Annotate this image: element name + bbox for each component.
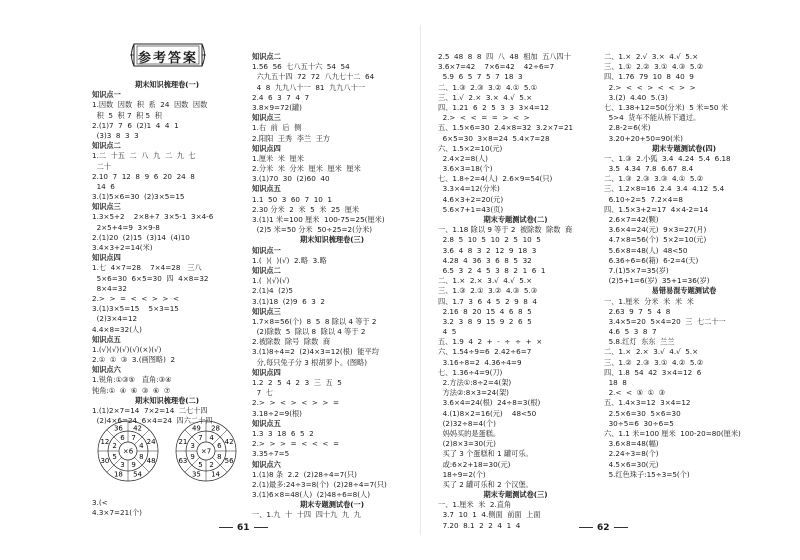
wheel-inner-number: 3 bbox=[190, 441, 195, 450]
section-heading: 期末专题测试卷(二) bbox=[483, 215, 548, 224]
answer-line: 3.6×4=24(根) 24÷8=3(根) bbox=[438, 398, 541, 408]
answer-line: 积 5 积 7 积 5 积 bbox=[92, 110, 162, 120]
wheel-outer-number: 18 bbox=[113, 470, 123, 479]
answer-key-title-banner bbox=[128, 40, 208, 70]
knowledge-point-heading: 知识点三 bbox=[252, 113, 281, 123]
answer-line: 5.红色珠子:15÷3=5(个) bbox=[604, 469, 690, 479]
answer-line: 七、1.36÷4=9(刀) bbox=[438, 367, 503, 377]
multiplication-wheels bbox=[92, 417, 242, 485]
answer-line: 3.(< bbox=[92, 497, 108, 507]
answer-line: 6.36÷6=6(箱) 6-2=4(天) bbox=[604, 255, 699, 265]
section-heading: 期末专题测试卷(三) bbox=[483, 490, 548, 500]
answer-line: 1.1 50 3 60 7 10 1 bbox=[252, 194, 333, 204]
section-heading: 期末专题测试卷(四) bbox=[651, 143, 717, 153]
answer-line: 2.8-2=6(米) bbox=[604, 123, 651, 133]
section-heading: 期末知识梳理卷(二) bbox=[134, 395, 200, 405]
answer-line: 3.(1)6×8=48(人) (2)48÷6=8(人) bbox=[252, 490, 371, 500]
wheel-inner-number: 2 bbox=[112, 441, 117, 450]
wheel-outer-number: 63 bbox=[178, 457, 188, 466]
answer-line: 1.56 56 七八五十六 54 54 bbox=[252, 62, 350, 72]
answer-line: 六、1.5×2=10(元) bbox=[438, 143, 503, 153]
knowledge-point-heading: 知识点三 bbox=[252, 306, 281, 316]
answer-line: 2.被除数 除号 除数 商 bbox=[252, 337, 331, 347]
answer-line: 2.> < < = = > < > bbox=[438, 113, 530, 123]
answer-line: 2.分米 米 分米 厘米 厘米 厘米 bbox=[252, 164, 361, 174]
answer-line: (3)3 8 3 3 bbox=[92, 130, 139, 140]
wheel-inner-number: 2 bbox=[209, 460, 214, 469]
answer-line: 2.① ① ③ 3.(画图略) 2 bbox=[92, 355, 176, 365]
answer-line: 一、1.③ 2.小狐 3.4 4.24 5.4 6.18 bbox=[604, 153, 731, 163]
answer-line: 四、1.76 79 10 8 40 9 bbox=[604, 72, 694, 82]
answer-line: 三、1.2×8=16 2.4 3.4 4.12 5.4 bbox=[604, 184, 725, 194]
wheel-outer-number: 49 bbox=[191, 424, 201, 433]
wheel-inner-number: 5 bbox=[198, 460, 203, 469]
section-heading: 期末知识梳理卷(一) bbox=[134, 80, 200, 89]
answer-line: 五、1.4×3=12 3×4=12 bbox=[604, 398, 691, 408]
wheel-outer-number: 14 bbox=[211, 470, 221, 479]
wheel-inner-number: 8 bbox=[217, 453, 222, 462]
answer-line: 18÷9=2(个) bbox=[438, 469, 486, 479]
page-number-right bbox=[575, 523, 632, 533]
answer-line: 2.5×6=30 5×6=30 bbox=[604, 408, 681, 418]
multiplication-wheel bbox=[98, 421, 158, 481]
answer-line: 6.5 3 2 4 5 3 8 2 1 6 1 bbox=[438, 265, 546, 275]
wheel-inner-number: 4 bbox=[209, 434, 214, 443]
answer-line: 买了 3 个蛋糕和 1 罐可乐。 bbox=[438, 449, 533, 459]
answer-line: 1.(1)8 条 2.2 (2)28÷4=7(只) bbox=[252, 469, 357, 479]
wheel-outer-number: 54 bbox=[133, 470, 143, 479]
answer-line: 分,每只兔子分 3 根胡萝卜。(图略) bbox=[252, 357, 368, 367]
answer-line: 4 5 bbox=[438, 327, 457, 337]
answer-line: 7.(1)5×7=35(岁) bbox=[604, 265, 669, 275]
knowledge-point-heading: 知识点一 bbox=[252, 245, 281, 255]
answer-line: 1.3 3 18 6 5 2 bbox=[252, 428, 314, 438]
section-heading: 期末专题测试卷(一) bbox=[299, 500, 365, 510]
multiplication-wheel bbox=[176, 421, 236, 481]
page-number-left-text: 61 bbox=[237, 523, 250, 533]
answer-line: (2)32÷8=4(个) bbox=[438, 418, 496, 428]
answer-line: 3.(1)5×6=30 (2)3×5=15 bbox=[92, 192, 185, 202]
answer-line: 2.30 分米 2 米 5 米 25 厘米 bbox=[252, 204, 360, 214]
answer-line: 二、1.③ 2.③ 3.③ 4.① 5.② bbox=[604, 174, 704, 184]
wheel-outer-number: 48 bbox=[146, 457, 156, 466]
answer-line: 一、1.厘米 米 2.直角 bbox=[438, 500, 512, 510]
answer-line: 5.9 6 5 7 5 7 18 3 bbox=[438, 72, 523, 82]
answer-column-2 bbox=[252, 52, 412, 521]
answer-line: 3.16÷8=2 4.36÷4=9 bbox=[438, 357, 522, 367]
answer-line: 1.厘米 米 厘米 bbox=[252, 153, 304, 163]
answer-line: (2)4×6=24 6×4=24 四六二十四 bbox=[92, 416, 213, 426]
answer-line: 2.方法①:8÷2=4(架) bbox=[438, 378, 512, 387]
answer-line: 3.6×3=18(个) bbox=[438, 164, 493, 174]
wheel-outer-number: 30 bbox=[100, 457, 110, 466]
answer-line: 1.3×5+2 2×8+7 3×5-1 3×4-6 bbox=[92, 212, 214, 222]
answer-line: 30÷5=6 30÷6=5 bbox=[604, 418, 674, 428]
answer-line: 4.28 4 36 3 6 8 5 32 bbox=[438, 255, 532, 265]
answer-line: 2.63 9 7 5 4 8 bbox=[604, 306, 671, 316]
answer-line: 一、1.九 十 十四 四十九 九 九 bbox=[252, 510, 361, 520]
answer-line: (2)8×3=30(元) bbox=[438, 439, 496, 449]
answer-line: 3.6 4 8 3 2 12 9 18 3 bbox=[438, 245, 537, 255]
answer-line: 3.5 4.34 7.8 6.67 8.4 bbox=[604, 164, 694, 174]
answer-line: 2.> > > = < < < = bbox=[252, 439, 340, 449]
section-heading: 易错易混专题测试卷 bbox=[651, 286, 717, 296]
answer-line: 3.(1)3×5=15 5×3=15 bbox=[92, 304, 179, 314]
answer-line: 4.4×8=32(人) bbox=[92, 324, 142, 334]
answer-line: 二、1.③ 2.③ 3.② 4.① 5.① bbox=[438, 82, 538, 92]
answer-line: 六、1.54÷9=6 2.42÷6=7 bbox=[438, 347, 532, 357]
answer-line: 3.(1)1 米=100 厘米 100-75=25(厘米) bbox=[252, 215, 385, 224]
wheel-inner-number: 8 bbox=[139, 453, 144, 462]
answer-line: (2)5 米=50 分米 50÷25=2(分米) bbox=[252, 225, 373, 235]
answer-line: 1.锐角:①③⑤ 直角:③④ bbox=[92, 375, 172, 385]
answer-line: 七、1.8÷2=4(人) 2.6×9=54(只) bbox=[438, 174, 553, 184]
answer-line: 七、1.38+12=50(分米) 5 米=50 米 bbox=[604, 102, 728, 112]
answer-line: 2.(1)4 (2)5 bbox=[252, 286, 293, 296]
answer-line: 二十 bbox=[92, 161, 111, 171]
answer-line: (2)除数 5 除以 8 除以 4 等于 2 bbox=[252, 327, 366, 337]
wheel-inner-number: 4 bbox=[139, 441, 144, 450]
wheel-center-label: ×7 bbox=[200, 447, 212, 456]
wheel-outer-number: 24 bbox=[146, 437, 156, 446]
answer-line: 1.( )( )(√) 2.略 3.略 bbox=[252, 255, 327, 265]
answer-line: 2.> < < > < < > > bbox=[604, 82, 696, 92]
answer-line: 3.20+20+50=90(米) bbox=[604, 133, 683, 143]
page-number-left bbox=[215, 523, 272, 533]
answer-line: 5×6=30 6×5=30 四 4×8=32 bbox=[92, 273, 209, 283]
answer-line: 2.(1)最多:24÷3=8(个) (2)28÷4=7(只) bbox=[252, 479, 387, 489]
answer-line: 妈妈买的是蛋糕。 bbox=[438, 428, 501, 438]
answer-line: 4.3×7=21(个) bbox=[92, 507, 142, 517]
answer-line: 六、1.1 米=100 厘米 100-20=80(厘米) bbox=[604, 428, 741, 438]
wheel-outer-number: 42 bbox=[224, 437, 234, 446]
answer-line: 3.4×5=20 5×4=20 三 七二十一 bbox=[604, 316, 726, 326]
knowledge-point-heading: 知识点四 bbox=[252, 143, 281, 153]
answer-line: 2.10 7 12 8 9 6 20 24 8 bbox=[92, 171, 195, 181]
wheel-inner-number: 9 bbox=[190, 453, 195, 462]
answer-line: 1.7×8=56(个) 8 5 8 除以 4 等于 2 bbox=[252, 316, 377, 326]
knowledge-point-heading: 知识点四 bbox=[252, 367, 281, 377]
wheel-outer-number: 28 bbox=[211, 424, 221, 433]
wheel-outer-number: 21 bbox=[178, 437, 188, 446]
answer-line: 5.6×8=48(人) 48<50 bbox=[604, 245, 688, 255]
answer-line: 2.> > = < < > > < bbox=[92, 293, 180, 303]
answer-line: 2.(1)20 (2)15 (3)14 (4)10 bbox=[92, 232, 190, 242]
answer-line: 1.(1)2×7=14 7×2=14 二七十四 bbox=[92, 406, 208, 415]
answer-line: 18 8 bbox=[604, 378, 627, 387]
answer-line: 2.6×7=42(颗) bbox=[604, 215, 659, 224]
knowledge-point-heading: 知识点五 bbox=[252, 418, 281, 428]
answer-line: 2.5 48 8 8 四 八 48 相加 五八四十 bbox=[438, 52, 571, 61]
answer-line: 4 8 九九八十一 81 九九八十一 bbox=[252, 82, 366, 92]
answer-line: 1.二 十五 二 八 九 二 九 七 bbox=[92, 151, 196, 161]
answer-line: (2)3×4=12 bbox=[92, 314, 138, 324]
knowledge-point-heading: 知识点五 bbox=[252, 184, 281, 194]
answer-line: 5>4 货车不能从桥下通过。 bbox=[604, 113, 701, 123]
answer-line: 2.4 6 3 7 4 7 bbox=[252, 92, 310, 102]
answer-line: 14 6 bbox=[92, 181, 115, 191]
answer-line: 2.24÷3=8(个) bbox=[604, 449, 659, 459]
answer-line: 8×4=32 bbox=[92, 283, 127, 293]
knowledge-point-heading: 知识点五 bbox=[92, 334, 121, 344]
answer-line: 1.右 前 后 侧 bbox=[252, 123, 302, 133]
answer-line: 1.( )(√)(√) bbox=[252, 276, 290, 286]
answer-line: 3.6×7=42 7×6=42 42÷6=7 bbox=[438, 62, 555, 72]
answer-line: 3.18÷2=9(根) bbox=[252, 408, 302, 418]
answer-line: 2.8 5 10 5 10 2 5 10 5 bbox=[438, 235, 541, 245]
wheel-inner-number: 9 bbox=[131, 460, 136, 469]
knowledge-point-heading: 知识点四 bbox=[92, 253, 121, 263]
answer-line: 三、1.① 2.② 3.① 4.③ 5.② bbox=[604, 62, 704, 72]
answer-column-4 bbox=[604, 52, 764, 480]
answer-line: 4.5×6=30(元) bbox=[604, 459, 659, 469]
answer-line: 四、1.21 6 2 5 3 3 3×4=12 bbox=[438, 102, 549, 112]
answer-line: 一、1.厘米 分米 米 米 米 bbox=[604, 296, 694, 306]
wheel-inner-number: 3 bbox=[120, 460, 125, 469]
wheel-outer-number: 42 bbox=[133, 424, 143, 433]
answer-line: 7 七 bbox=[252, 388, 273, 398]
knowledge-point-heading: 知识点六 bbox=[252, 459, 281, 469]
answer-line: 五、1.9 4 2 + - ÷ ÷ + × bbox=[438, 337, 543, 347]
answer-line: 四、1.8 54 42 3×4=12 6 bbox=[604, 367, 702, 377]
answer-line: 3.6×8=48(幅) bbox=[604, 439, 659, 449]
answer-line: 五、1.5×6=30 2.4×8=32 3.2×7=21 bbox=[438, 123, 574, 133]
answer-line: 3.(1)18 (2)9 6 3 2 bbox=[252, 296, 325, 306]
answer-line: 方法②:8×3=24(架) bbox=[438, 388, 509, 398]
answer-line: 四、1.5×3+2=17 4×4-2=14 bbox=[604, 204, 709, 214]
answer-line: 二、1.× 2.× 3.√ 4.√ 5.× bbox=[438, 276, 533, 286]
wheel-inner-number: 7 bbox=[131, 434, 136, 443]
answer-line: 3.(1)8÷4=2 (2)4×3=12(根) 能平均 bbox=[252, 347, 379, 357]
answer-line: 二、1.× 2.× 3.√ 4.√ 5.× bbox=[604, 347, 699, 357]
answer-line: 钝角:① ④ ⑥ ③ ⑥ ⑦ bbox=[92, 385, 171, 395]
answer-line: 1.2 2 5 4 2 3 三 五 5 bbox=[252, 378, 342, 387]
wheel-outer-number: 36 bbox=[113, 424, 123, 433]
answer-line: 2.4×2=8(人) bbox=[438, 153, 488, 163]
answer-line: 三、1.√ 2.× 3.× 4.√ 5.× bbox=[438, 92, 533, 102]
knowledge-point-heading: 知识点六 bbox=[92, 365, 121, 375]
answer-line: 或:6×2+18=30(元) bbox=[438, 459, 511, 469]
answer-line: 3.7 10 1 4.侧面 前面 上面 bbox=[438, 510, 541, 520]
answer-line: 5.8.红灯 东东 兰兰 bbox=[604, 337, 675, 347]
answer-line: 2.< < ⑤ ① ③ bbox=[604, 388, 666, 398]
answer-line: 2×5+4=9 3×9-8 bbox=[92, 222, 160, 232]
wheel-center-label: ×6 bbox=[122, 447, 134, 456]
wheel-inner-number: 6 bbox=[120, 434, 125, 443]
answer-line: 2.(1)7 7 6 (2)1 4 4 1 bbox=[92, 120, 179, 130]
answer-line: 1.七 4×7=28 7×4=28 三八 bbox=[92, 263, 202, 273]
answer-line: 7.20 8.1 2 2 4 1 4 bbox=[438, 520, 521, 530]
knowledge-point-heading: 知识点二 bbox=[252, 265, 281, 275]
section-heading: 期末知识梳理卷(三) bbox=[299, 235, 365, 245]
answer-line: 4.7×8=56(个) 5×2=10(元) bbox=[604, 235, 707, 245]
knowledge-point-heading: 知识点一 bbox=[92, 90, 121, 100]
answer-line: 3.8×9=72(罐) bbox=[252, 102, 302, 112]
answer-line: 2.> > < > < > > = bbox=[252, 398, 340, 408]
answer-line: 3.2 3 8 9 15 9 2 6 5 bbox=[438, 316, 532, 326]
wheel-inner-number: 5 bbox=[112, 453, 117, 462]
answer-line: 3.(2) 4.40 5.(3) bbox=[604, 92, 668, 102]
wheel-outer-number: 56 bbox=[224, 457, 234, 466]
answer-line: (2)5+1=6(岁) 35+1=36(岁) bbox=[604, 276, 710, 286]
answer-line: 3.4×3+2=14(米) bbox=[92, 243, 153, 252]
wheel-inner-number: 6 bbox=[217, 441, 222, 450]
answer-line: 6×5=30 3×8=24 5.4×7=28 bbox=[438, 133, 550, 143]
knowledge-point-heading: 知识点二 bbox=[252, 52, 281, 61]
answer-line: 一、1.18 除以 9 等于 2 被除数 除数 商 bbox=[438, 225, 573, 235]
answer-line: 2.16 8 20 15 4 6 8 5 bbox=[438, 306, 532, 316]
answer-line: 三、1.③ 2.① 3.② 4.③ 5.③ bbox=[438, 286, 538, 296]
page-title: 参考答案 bbox=[137, 51, 198, 66]
answer-line bbox=[92, 488, 242, 498]
answer-line: 6.10÷2=5 7.2×4=8 bbox=[604, 194, 683, 204]
answer-line: 二、1.× 2.√ 3.× 4.√ 5.× bbox=[604, 52, 699, 61]
answer-line: 三、1.② 2.③ 3.① 4.② 5.② bbox=[604, 357, 704, 367]
answer-line: 3.3×4=12(分米) bbox=[438, 184, 500, 194]
answer-column-3 bbox=[438, 52, 593, 531]
wheel-outer-number: 35 bbox=[191, 470, 201, 479]
wheel-outer-number: 12 bbox=[100, 437, 110, 446]
answer-line: 四、1.7 3 6 4 5 2 9 8 4 bbox=[438, 296, 537, 306]
page-number-right-text: 62 bbox=[597, 523, 610, 533]
answer-line: 1.因数 因数 积 系 24 因数 因数 bbox=[92, 100, 208, 110]
knowledge-point-heading: 知识点三 bbox=[92, 202, 121, 212]
answer-line: 2.阳阳 王秀 李兰 王方 bbox=[252, 133, 331, 143]
answer-line: 4.6 5 3 8 7 bbox=[604, 327, 657, 337]
answer-line: 1.(√)(√)(√)(√)(×)(√) bbox=[92, 344, 162, 354]
page-gutter-divider bbox=[420, 25, 421, 535]
answer-line: 买了 2 罐可乐和 2 个汉堡。 bbox=[438, 479, 533, 489]
answer-line: 3.35÷7=5 bbox=[252, 449, 290, 459]
answer-line: 六九五十四 72 72 八九七十二 64 bbox=[252, 72, 375, 82]
answer-line: 3.(1)70 30 (2)60 40 bbox=[252, 174, 330, 184]
knowledge-point-heading: 知识点二 bbox=[92, 141, 121, 151]
wheel-inner-number: 7 bbox=[198, 434, 203, 443]
answer-line: 5.6×7+1=43(页) bbox=[438, 204, 504, 214]
answer-line: 4.6×3+2=20(元) bbox=[438, 194, 504, 204]
answer-line: 3.6×4=24(元) 9×3=27(月) bbox=[604, 225, 707, 235]
answer-line: 4.(1)8×2=16(元) 48<50 bbox=[438, 408, 537, 418]
